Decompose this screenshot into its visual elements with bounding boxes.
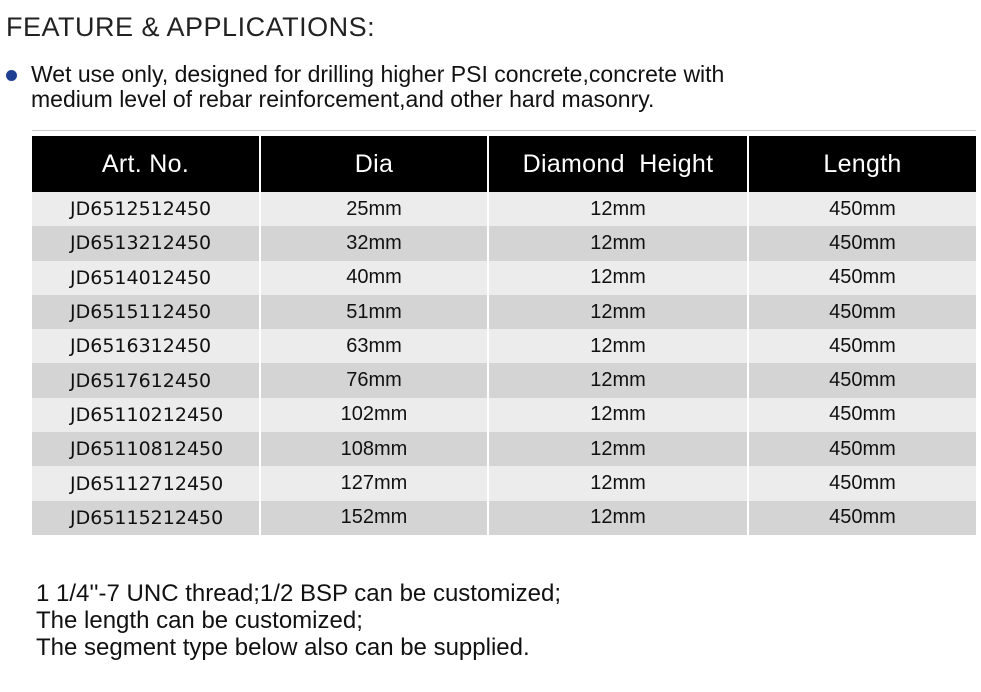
cell-dia: 76mm xyxy=(260,363,488,397)
cell-length: 450mm xyxy=(748,432,976,466)
cell-art-no: JD65110212450 xyxy=(32,398,260,432)
cell-dia: 51mm xyxy=(260,295,488,329)
column-header-diamond-height: Diamond Height xyxy=(488,136,748,192)
table-row xyxy=(32,295,976,329)
cell-art-no: JD65112712450 xyxy=(32,466,260,500)
table-row xyxy=(32,501,976,535)
table-row xyxy=(32,363,976,397)
table-header-row xyxy=(32,136,976,192)
cell-diamond-height: 12mm xyxy=(488,466,748,500)
divider xyxy=(32,130,976,131)
spec-table xyxy=(32,136,976,535)
cell-dia: 25mm xyxy=(260,192,488,226)
column-header-dia: Dia xyxy=(260,136,488,192)
cell-dia: 102mm xyxy=(260,398,488,432)
cell-art-no: JD6517612450 xyxy=(32,363,260,397)
page-title: FEATURE & APPLICATIONS: xyxy=(6,12,376,42)
feature-text xyxy=(31,62,906,112)
table-row xyxy=(32,398,976,432)
note-line-3: The segment type below also can be supplied. xyxy=(36,634,530,661)
cell-diamond-height: 12mm xyxy=(488,398,748,432)
table-row xyxy=(32,226,976,260)
table-row xyxy=(32,466,976,500)
cell-length: 450mm xyxy=(748,226,976,260)
cell-length: 450mm xyxy=(748,329,976,363)
cell-diamond-height: 12mm xyxy=(488,226,748,260)
cell-length: 450mm xyxy=(748,363,976,397)
cell-length: 450mm xyxy=(748,501,976,535)
cell-diamond-height: 12mm xyxy=(488,363,748,397)
notes xyxy=(36,580,561,661)
cell-diamond-height: 12mm xyxy=(488,295,748,329)
cell-diamond-height: 12mm xyxy=(488,432,748,466)
cell-art-no: JD6515112450 xyxy=(32,295,260,329)
cell-art-no: JD6513212450 xyxy=(32,226,260,260)
table-row xyxy=(32,432,976,466)
cell-length: 450mm xyxy=(748,261,976,295)
table-row xyxy=(32,261,976,295)
cell-art-no: JD65115212450 xyxy=(32,501,260,535)
feature-line-2: medium level of rebar reinforcement,and other hard masonry. xyxy=(31,86,655,112)
cell-diamond-height: 12mm xyxy=(488,192,748,226)
cell-diamond-height: 12mm xyxy=(488,501,748,535)
table-row xyxy=(32,192,976,226)
cell-art-no: JD6514012450 xyxy=(32,261,260,295)
cell-length: 450mm xyxy=(748,295,976,329)
cell-art-no: JD65110812450 xyxy=(32,432,260,466)
note-line-1: 1 1/4''-7 UNC thread;1/2 BSP can be customized; xyxy=(36,580,561,607)
cell-dia: 63mm xyxy=(260,329,488,363)
cell-art-no: JD6512512450 xyxy=(32,192,260,226)
cell-art-no: JD6516312450 xyxy=(32,329,260,363)
feature-line-1: Wet use only, designed for drilling higher PSI concrete,concrete with xyxy=(31,61,725,87)
cell-length: 450mm xyxy=(748,398,976,432)
bullet-dot-icon xyxy=(6,70,17,81)
cell-dia: 40mm xyxy=(260,261,488,295)
cell-dia: 152mm xyxy=(260,501,488,535)
cell-length: 450mm xyxy=(748,192,976,226)
note-line-2: The length can be customized; xyxy=(36,607,363,634)
cell-dia: 32mm xyxy=(260,226,488,260)
column-header-length: Length xyxy=(748,136,976,192)
cell-dia: 127mm xyxy=(260,466,488,500)
cell-dia: 108mm xyxy=(260,432,488,466)
feature-bullet xyxy=(6,62,906,112)
table-row xyxy=(32,329,976,363)
cell-diamond-height: 12mm xyxy=(488,261,748,295)
column-header-art-no: Art. No. xyxy=(32,136,260,192)
cell-length: 450mm xyxy=(748,466,976,500)
cell-diamond-height: 12mm xyxy=(488,329,748,363)
